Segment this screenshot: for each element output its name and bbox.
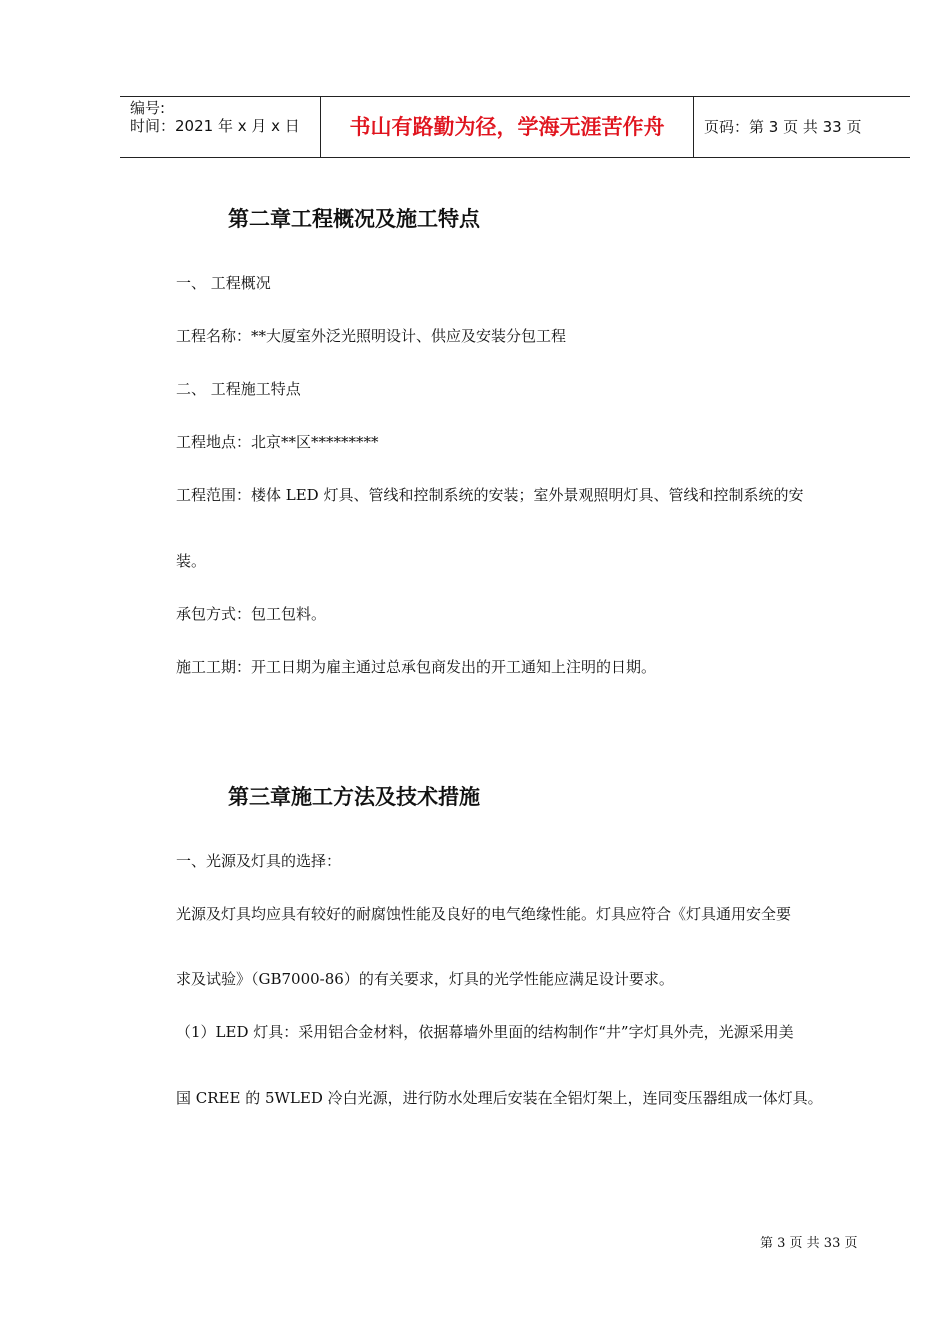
construction-period: 施工工期：开工日期为雇主通过总承包商发出的开工通知上注明的日期。 bbox=[176, 658, 657, 676]
paragraph1-line2: 求及试验》（GB7000-86）的有关要求，灯具的光学性能应满足设计要求。 bbox=[176, 970, 674, 988]
header-motto: 书山有路勤为径，学海无涯苦作舟 bbox=[321, 97, 694, 157]
header-meta-cell bbox=[120, 97, 321, 157]
paragraph2-line1: （1）LED 灯具：采用铝合金材料，依据幕墙外里面的结构制作“井”字灯具外壳，光源采用美 bbox=[176, 1023, 794, 1041]
project-location: 工程地点：北京**区********* bbox=[176, 433, 379, 451]
paragraph2-line2: 国 CREE 的 5WLED 冷白光源，进行防水处理后安装在全铝灯架上，连同变压器组成一体灯具。 bbox=[176, 1089, 823, 1107]
project-name: 工程名称：**大厦室外泛光照明设计、供应及安装分包工程 bbox=[176, 327, 567, 345]
header-page-label: 页码：第 3 页 共 33 页 bbox=[704, 118, 862, 136]
number-label: 编号: bbox=[130, 99, 166, 117]
paragraph1-line1: 光源及灯具均应具有较好的耐腐蚀性能及良好的电气绝缘性能。灯具应符合《灯具通用安全要 bbox=[176, 905, 792, 923]
time-label: 时间：2021 年 x 月 x 日 bbox=[130, 117, 300, 135]
page-header bbox=[120, 96, 910, 158]
contract-method: 承包方式：包工包料。 bbox=[176, 605, 327, 623]
page-footer: 第 3 页 共 33 页 bbox=[760, 1236, 858, 1251]
chapter2-section2-heading: 二、 工程施工特点 bbox=[176, 380, 301, 398]
chapter2-section1-heading: 一、 工程概况 bbox=[176, 274, 271, 292]
project-scope-line2: 装。 bbox=[176, 552, 207, 570]
chapter3-section1-heading: 一、光源及灯具的选择： bbox=[176, 852, 342, 870]
chapter2-title: 第二章工程概况及施工特点 bbox=[228, 207, 480, 231]
chapter3-title: 第三章施工方法及技术措施 bbox=[228, 785, 480, 809]
project-scope-line1: 工程范围：楼体 LED 灯具、管线和控制系统的安装；室外景观照明灯具、管线和控制系统的安 bbox=[176, 486, 804, 504]
